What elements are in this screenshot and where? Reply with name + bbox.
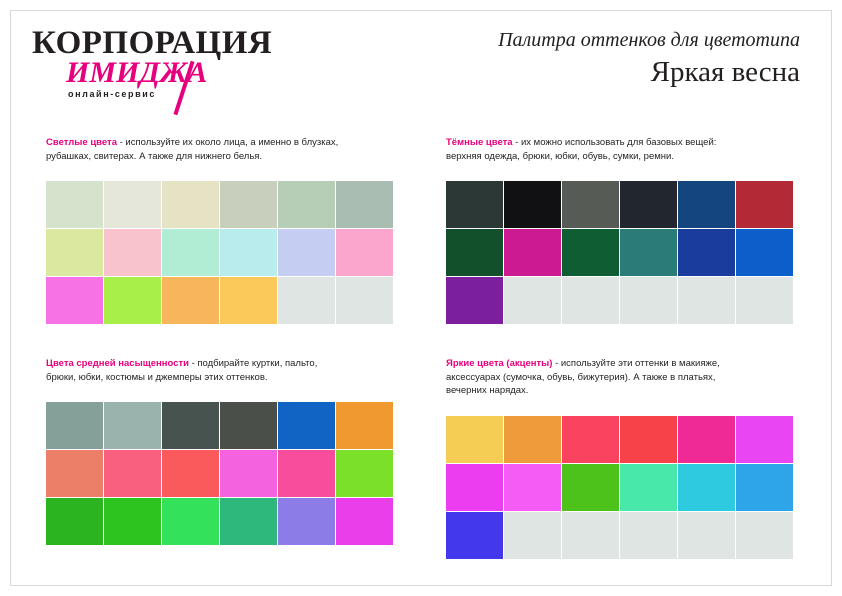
- color-swatch: [620, 181, 677, 228]
- color-swatch: [736, 512, 793, 559]
- color-swatch: [504, 512, 561, 559]
- color-swatch: [104, 450, 161, 497]
- color-swatch: [446, 229, 503, 276]
- brand-logo: [32, 25, 273, 99]
- section-medium-text: - подбирайте куртки, пальто, брюки, юбки, костюмы и джемперы этих оттенков.: [46, 358, 318, 383]
- color-swatch: [562, 464, 619, 511]
- color-swatch: [46, 450, 103, 497]
- color-swatch: [336, 402, 393, 449]
- color-swatch: [620, 464, 677, 511]
- color-swatch: [562, 512, 619, 559]
- section-dark-heading: Тёмные цвета: [446, 137, 513, 148]
- color-swatch: [46, 498, 103, 545]
- color-swatch: [736, 181, 793, 228]
- color-swatch: [446, 416, 503, 463]
- color-swatch: [678, 181, 735, 228]
- color-swatch: [678, 277, 735, 324]
- color-swatch: [162, 402, 219, 449]
- color-swatch: [220, 229, 277, 276]
- color-swatch: [620, 416, 677, 463]
- color-swatch: [336, 450, 393, 497]
- color-swatch: [678, 464, 735, 511]
- color-swatch: [504, 464, 561, 511]
- section-light-caption: [46, 136, 346, 163]
- color-swatch: [220, 277, 277, 324]
- color-swatch: [336, 498, 393, 545]
- swatch-grid-light: [46, 181, 396, 324]
- color-swatch: [446, 512, 503, 559]
- section-medium-caption: [46, 357, 346, 384]
- color-swatch: [104, 181, 161, 228]
- color-swatch: [678, 416, 735, 463]
- color-swatch: [736, 229, 793, 276]
- color-swatch: [336, 229, 393, 276]
- color-swatch: [46, 402, 103, 449]
- color-swatch: [504, 181, 561, 228]
- color-swatch: [562, 181, 619, 228]
- color-swatch: [278, 229, 335, 276]
- color-swatch: [678, 229, 735, 276]
- color-swatch: [104, 277, 161, 324]
- color-swatch: [46, 277, 103, 324]
- section-dark-colors: [446, 136, 796, 324]
- color-swatch: [278, 450, 335, 497]
- color-swatch: [446, 464, 503, 511]
- color-swatch: [620, 512, 677, 559]
- section-bright-caption: [446, 357, 746, 398]
- color-swatch: [562, 416, 619, 463]
- color-swatch: [104, 498, 161, 545]
- swatch-grid-dark: [446, 181, 796, 324]
- color-swatch: [562, 229, 619, 276]
- section-dark-caption: [446, 136, 746, 163]
- color-swatch: [278, 277, 335, 324]
- color-swatch: [162, 229, 219, 276]
- color-swatch: [562, 277, 619, 324]
- section-light-colors: [46, 136, 396, 324]
- color-swatch: [504, 277, 561, 324]
- color-swatch: [620, 229, 677, 276]
- color-swatch: [220, 498, 277, 545]
- swatch-grid-medium: [46, 402, 396, 545]
- section-medium-colors: [46, 357, 396, 545]
- color-swatch: [504, 416, 561, 463]
- section-light-heading: Светлые цвета: [46, 137, 117, 148]
- color-swatch: [46, 229, 103, 276]
- color-swatch: [104, 402, 161, 449]
- section-light-text: - используйте их около лица, а именно в блузках, рубашках, свитерах. А также для нижнего белья.: [46, 137, 339, 162]
- color-swatch: [678, 512, 735, 559]
- logo-line-2: ИМИДЖА: [66, 56, 208, 89]
- color-swatch: [162, 450, 219, 497]
- color-swatch: [336, 181, 393, 228]
- section-dark-text: - их можно использовать для базовых вещей: верхняя одежда, брюки, юбки, обувь, сумки, ремни.: [446, 137, 717, 162]
- color-swatch: [278, 181, 335, 228]
- color-swatch: [278, 498, 335, 545]
- color-swatch: [336, 277, 393, 324]
- page-title: Яркая весна: [650, 56, 800, 88]
- color-swatch: [736, 464, 793, 511]
- color-swatch: [162, 498, 219, 545]
- color-swatch: [620, 277, 677, 324]
- color-swatch: [736, 277, 793, 324]
- color-swatch: [220, 450, 277, 497]
- page-title-block: [498, 28, 800, 90]
- color-swatch: [504, 229, 561, 276]
- color-swatch: [278, 402, 335, 449]
- color-swatch: [220, 402, 277, 449]
- section-bright-text: - используйте эти оттенки в макияже, аксессуарах (сумочка, обувь, бижутерия). А также в платьях, вечерних нарядах.: [446, 358, 720, 396]
- color-swatch: [220, 181, 277, 228]
- logo-line-3: онлайн-сервис: [68, 89, 157, 99]
- logo-line-1: КОРПОРАЦИЯ: [32, 25, 273, 61]
- section-bright-colors: [446, 357, 796, 559]
- color-swatch: [446, 181, 503, 228]
- section-bright-heading: Яркие цвета (акценты): [446, 358, 553, 369]
- section-medium-heading: Цвета средней насыщенности: [46, 358, 189, 369]
- color-swatch: [446, 277, 503, 324]
- color-swatch: [162, 277, 219, 324]
- color-swatch: [736, 416, 793, 463]
- color-swatch: [104, 229, 161, 276]
- color-swatch: [162, 181, 219, 228]
- page-subtitle: Палитра оттенков для цветотипа: [498, 29, 800, 51]
- color-swatch: [46, 181, 103, 228]
- swatch-grid-bright: [446, 416, 796, 559]
